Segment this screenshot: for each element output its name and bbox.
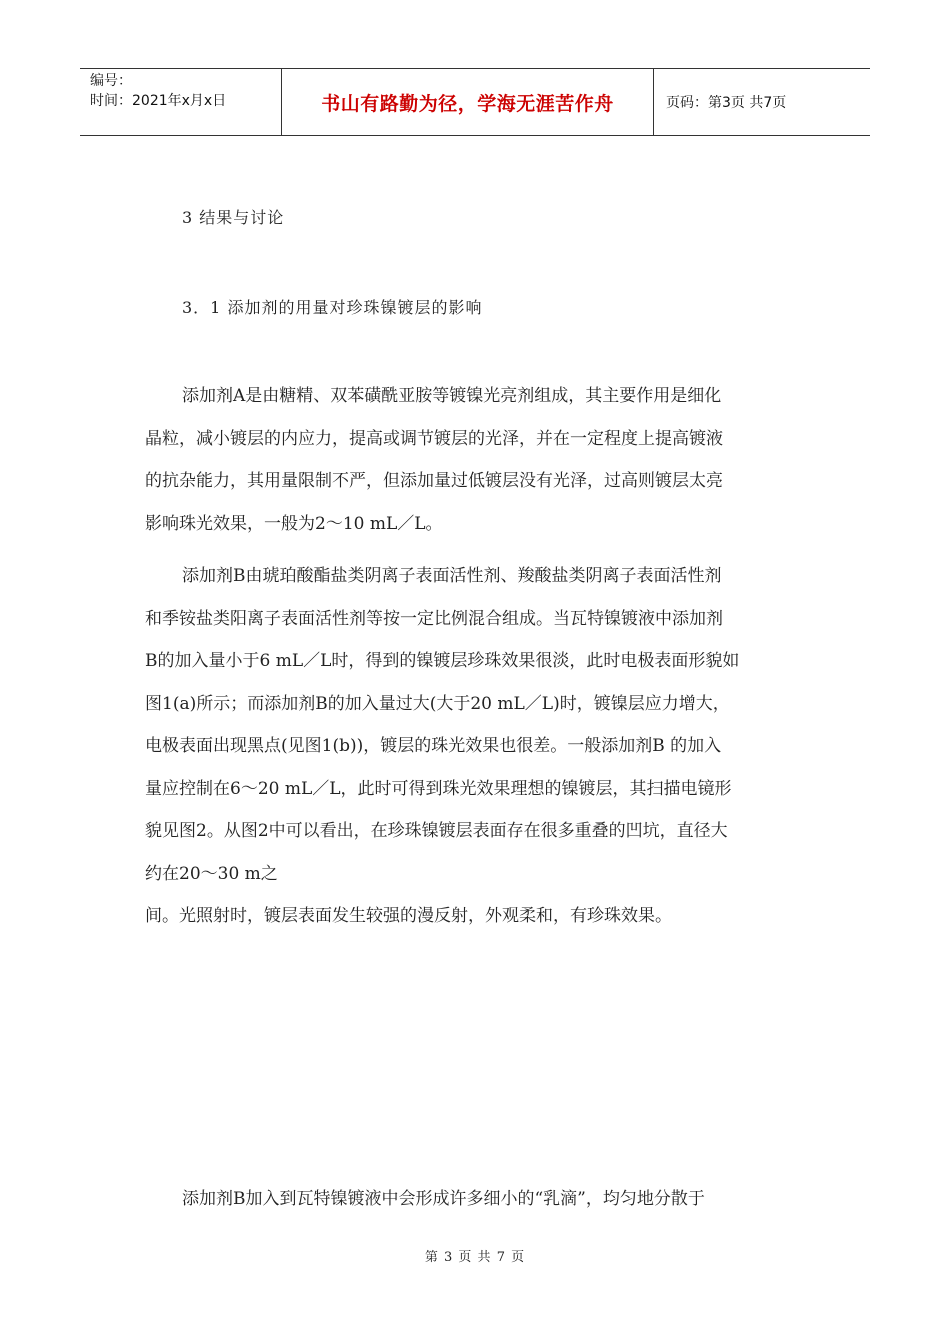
paragraph-line: 间。光照射时，镀层表面发生较强的漫反射，外观柔和，有珍珠效果。 bbox=[145, 906, 672, 926]
paragraph-line: 添加剂B加入到瓦特镍镀液中会形成许多细小的“乳滴”，均匀地分散于 bbox=[182, 1189, 705, 1209]
header-meta bbox=[80, 69, 282, 135]
header-page-label: 页码：第3页 共7页 bbox=[666, 95, 787, 111]
paragraph-additive-a bbox=[145, 375, 810, 545]
paragraph-additive-b bbox=[145, 555, 810, 938]
paragraph-line: 貌见图2。从图2中可以看出，在珍珠镍镀层表面存在很多重叠的凹坑，直径大 bbox=[145, 821, 728, 841]
paragraph-line: 影响珠光效果，一般为2～10 mL／L。 bbox=[145, 513, 443, 534]
paragraph-line: 约在20～30 m之 bbox=[145, 863, 278, 884]
paragraph-line: 和季铵盐类阳离子表面活性剂等按一定比例混合组成。当瓦特镍镀液中添加剂 bbox=[145, 608, 723, 629]
paragraph-line: 添加剂A是由糖精、双苯磺酰亚胺等镀镍光亮剂组成，其主要作用是细化 bbox=[182, 386, 722, 406]
date-label: 时间：2021年x月x日 bbox=[90, 93, 227, 109]
paragraph-line: 电极表面出现黑点(见图1(b))，镀层的珠光效果也很差。一般添加剂B 的加入 bbox=[145, 736, 722, 756]
paragraph-emulsion bbox=[145, 1178, 810, 1221]
document-header bbox=[80, 68, 870, 136]
paragraph-line: B的加入量小于6 mL／L时，得到的镍镀层珍珠效果很淡，此时电极表面形貌如 bbox=[145, 651, 740, 671]
section-heading-3-1: 3．1 添加剂的用量对珍珠镍镀层的影响 bbox=[182, 298, 483, 317]
paragraph-line: 添加剂B由琥珀酸酯盐类阴离子表面活性剂、羧酸盐类阴离子表面活性剂 bbox=[182, 566, 722, 586]
serial-label: 编号： bbox=[90, 73, 132, 89]
page-footer: 第 3 页 共 7 页 bbox=[424, 1250, 526, 1265]
paragraph-line: 的抗杂能力，其用量限制不严，但添加量过低镀层没有光泽，过高则镀层太亮 bbox=[145, 471, 723, 491]
header-motto: 书山有路勤为径，学海无涯苦作舟 bbox=[282, 69, 654, 135]
paragraph-line: 量应控制在6～20 mL／L，此时可得到珠光效果理想的镍镀层，其扫描电镜形 bbox=[145, 778, 732, 799]
section-heading-3: 3 结果与讨论 bbox=[182, 208, 285, 227]
paragraph-line: 图1(a)所示；而添加剂B的加入量过大(大于20 mL／L)时，镀镍层应力增大， bbox=[145, 693, 730, 714]
paragraph-line: 晶粒，减小镀层的内应力，提高或调节镀层的光泽，并在一定程度上提高镀液 bbox=[145, 428, 723, 449]
